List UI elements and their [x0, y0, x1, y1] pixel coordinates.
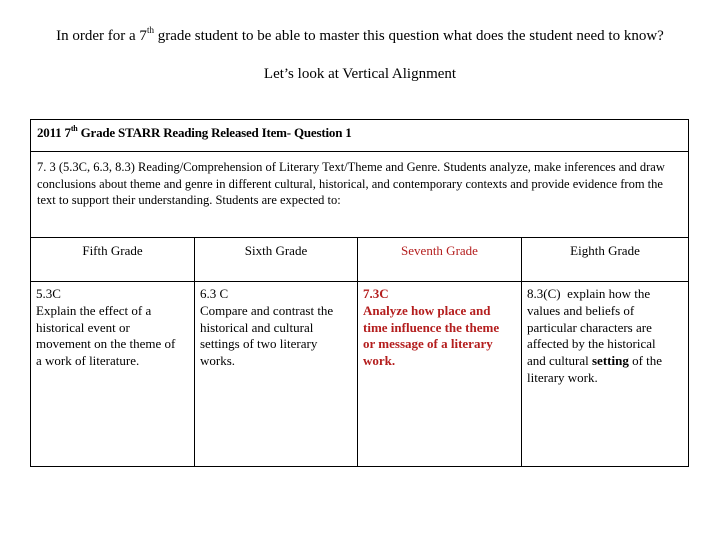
column-header-eighth: Eighth Grade [522, 238, 689, 282]
standard-line: historical and cultural [200, 319, 314, 335]
title-row [31, 120, 689, 152]
standard-line: Explain the effect of a [36, 302, 152, 318]
emphasis-suffix: of the [628, 353, 663, 369]
alignment-table [30, 119, 689, 467]
standard-code: 7.3C [363, 286, 389, 301]
description-row [31, 152, 689, 238]
standard-line: Analyze how place and [363, 302, 491, 318]
sixth-grade-standard [195, 282, 358, 467]
eighth-grade-standard [522, 282, 689, 467]
standard-description: 7. 3 (5.3C, 6.3, 8.3) Reading/Comprehension of Literary Text/Theme and Genre. Students analyze, make inferences and draw conclusions about theme and genre in different cultural, historical, and contemporary contexts and provide evidence from the text to support their understanding. Students are expected to: [31, 152, 689, 238]
title-text-end: Grade STARR Reading Released Item- Question 1 [77, 125, 352, 140]
column-header-fifth: Fifth Grade [31, 238, 195, 282]
fifth-grade-standard [31, 282, 195, 467]
title-superscript: th [70, 123, 78, 133]
heading-text-end: grade student to be able to master this question what does the student need to know? [153, 28, 664, 44]
standard-code: 5.3C [36, 286, 61, 301]
seventh-grade-standard [358, 282, 522, 467]
standards-row [31, 282, 689, 467]
subheading: Let’s look at Vertical Alignment [263, 66, 457, 82]
standard-line: historical event or [36, 319, 130, 335]
standard-line: time influence the theme [363, 319, 500, 335]
table-title [31, 120, 689, 152]
standard-code: 6.3 C [200, 286, 229, 301]
standard-line: a work of literature. [36, 353, 140, 369]
standard-line: affected by the historical [527, 336, 656, 352]
standard-line: or message of a literary [363, 336, 493, 352]
main-question-heading [0, 25, 720, 45]
emphasized-word: setting [591, 353, 629, 369]
heading-text-start: In order for a 7 [56, 28, 147, 44]
standard-line: literary work. [527, 369, 598, 385]
title-text-start: 2011 7 [37, 125, 71, 140]
heading-superscript: th [146, 25, 154, 35]
standard-line: work. [363, 353, 396, 369]
standard-line: settings of two literary [200, 336, 318, 352]
header-row [31, 238, 689, 282]
emphasis-prefix: and cultural [527, 353, 592, 369]
standard-line: works. [200, 353, 236, 369]
column-header-seventh: Seventh Grade [358, 238, 522, 282]
standard-line-with-emphasis [527, 353, 683, 370]
standard-line: particular characters are [527, 319, 652, 335]
standard-line: movement on the theme of [36, 336, 176, 352]
standard-code: 8.3(C) explain how the [527, 286, 651, 301]
standard-line: values and beliefs of [527, 302, 635, 318]
column-header-sixth: Sixth Grade [195, 238, 358, 282]
standard-line: Compare and contrast the [200, 302, 334, 318]
